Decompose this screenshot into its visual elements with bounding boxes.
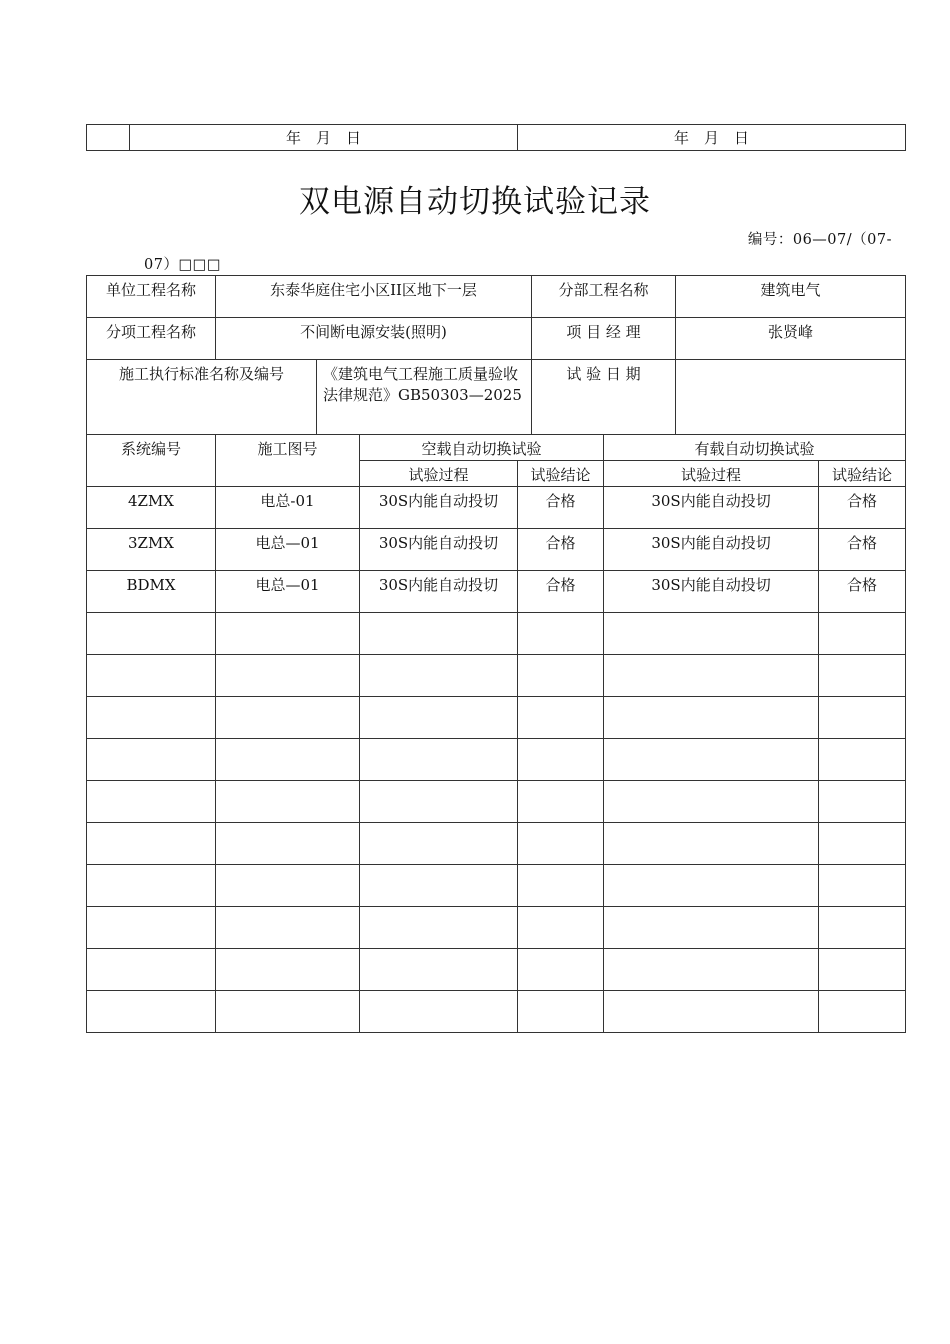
top-date-strip (86, 124, 906, 151)
cell-system-no (87, 949, 216, 991)
cell-no-load-conclusion (518, 907, 604, 949)
cell-drawing-no: 电总—01 (216, 529, 360, 571)
table-row (87, 613, 906, 655)
cell-system-no (87, 613, 216, 655)
header-no-load-conclusion: 试验结论 (518, 461, 604, 487)
cell-loaded-conclusion: 合格 (819, 571, 906, 613)
cell-drawing-no (216, 613, 360, 655)
cell-loaded-process (604, 823, 819, 865)
document-title: 双电源自动切换试验记录 (299, 184, 651, 220)
cell-no-load-process (360, 781, 518, 823)
table-row (87, 655, 906, 697)
cell-drawing-no (216, 865, 360, 907)
cell-no-load-conclusion (518, 739, 604, 781)
standard-label: 施工执行标准名称及编号 (87, 360, 317, 435)
cell-system-no: 3ZMX (87, 529, 216, 571)
cell-no-load-conclusion (518, 655, 604, 697)
cell-loaded-conclusion (819, 655, 906, 697)
cell-loaded-process (604, 949, 819, 991)
cell-system-no (87, 865, 216, 907)
table-row (87, 571, 906, 613)
header-drawing-no: 施工图号 (216, 435, 360, 487)
sub-project-label: 分部工程名称 (532, 276, 676, 318)
document-code-line2: 07）□□□ (144, 257, 222, 273)
header-loaded-process: 试验过程 (604, 461, 819, 487)
cell-loaded-conclusion (819, 949, 906, 991)
manager-value: 张贤峰 (676, 318, 906, 360)
test-date-value (676, 360, 906, 435)
cell-no-load-process (360, 865, 518, 907)
cell-no-load-process (360, 907, 518, 949)
cell-loaded-process (604, 907, 819, 949)
top-strip-blank-cell (87, 125, 130, 151)
table-row (87, 487, 906, 529)
table-row (87, 529, 906, 571)
cell-no-load-conclusion: 合格 (518, 571, 604, 613)
cell-loaded-conclusion (819, 991, 906, 1033)
cell-loaded-process: 30S内能自动投切 (604, 529, 819, 571)
cell-system-no (87, 907, 216, 949)
cell-no-load-conclusion (518, 991, 604, 1033)
top-strip-date-right: 年 月 日 (518, 125, 906, 151)
standard-value: 《建筑电气工程施工质量验收法律规范》GB50303—2025 (317, 360, 532, 435)
item-project-label: 分项工程名称 (87, 318, 216, 360)
cell-loaded-process (604, 991, 819, 1033)
table-row (87, 823, 906, 865)
cell-loaded-process (604, 613, 819, 655)
unit-project-label: 单位工程名称 (87, 276, 216, 318)
cell-no-load-process: 30S内能自动投切 (360, 487, 518, 529)
cell-loaded-conclusion (819, 865, 906, 907)
cell-no-load-conclusion (518, 865, 604, 907)
cell-loaded-conclusion (819, 697, 906, 739)
table-row (87, 739, 906, 781)
cell-system-no (87, 739, 216, 781)
cell-loaded-conclusion (819, 781, 906, 823)
cell-drawing-no (216, 739, 360, 781)
cell-system-no (87, 991, 216, 1033)
cell-loaded-conclusion (819, 739, 906, 781)
cell-no-load-process (360, 739, 518, 781)
sub-project-value: 建筑电气 (676, 276, 906, 318)
table-body (87, 487, 906, 1033)
cell-no-load-conclusion (518, 823, 604, 865)
cell-loaded-conclusion (819, 613, 906, 655)
table-row (87, 697, 906, 739)
cell-drawing-no (216, 697, 360, 739)
cell-no-load-process (360, 991, 518, 1033)
cell-no-load-process (360, 613, 518, 655)
cell-no-load-conclusion (518, 697, 604, 739)
manager-label: 项 目 经 理 (532, 318, 676, 360)
cell-no-load-process (360, 949, 518, 991)
cell-system-no: BDMX (87, 571, 216, 613)
cell-loaded-process (604, 865, 819, 907)
cell-loaded-process (604, 739, 819, 781)
document-code-line1: 编号：06—07/（07- (747, 232, 892, 248)
header-loaded-test: 有载自动切换试验 (604, 435, 906, 461)
table-row (87, 907, 906, 949)
cell-drawing-no: 电总—01 (216, 571, 360, 613)
cell-loaded-conclusion (819, 907, 906, 949)
cell-drawing-no: 电总-01 (216, 487, 360, 529)
cell-drawing-no (216, 655, 360, 697)
cell-no-load-conclusion (518, 613, 604, 655)
cell-no-load-process (360, 655, 518, 697)
cell-no-load-process: 30S内能自动投切 (360, 529, 518, 571)
cell-drawing-no (216, 949, 360, 991)
cell-system-no (87, 697, 216, 739)
header-no-load-process: 试验过程 (360, 461, 518, 487)
cell-no-load-conclusion (518, 781, 604, 823)
cell-drawing-no (216, 781, 360, 823)
test-date-label: 试 验 日 期 (532, 360, 676, 435)
cell-loaded-conclusion (819, 823, 906, 865)
cell-loaded-process (604, 655, 819, 697)
cell-loaded-process (604, 781, 819, 823)
table-row (87, 991, 906, 1033)
table-row (87, 781, 906, 823)
cell-no-load-conclusion: 合格 (518, 487, 604, 529)
cell-system-no (87, 655, 216, 697)
header-system-no: 系统编号 (87, 435, 216, 487)
cell-system-no (87, 781, 216, 823)
header-loaded-conclusion: 试验结论 (819, 461, 906, 487)
cell-no-load-conclusion: 合格 (518, 529, 604, 571)
top-strip-date-left: 年 月 日 (130, 125, 518, 151)
table-row (87, 865, 906, 907)
cell-system-no (87, 823, 216, 865)
cell-no-load-process (360, 697, 518, 739)
cell-drawing-no (216, 991, 360, 1033)
cell-loaded-conclusion: 合格 (819, 529, 906, 571)
table-row (87, 949, 906, 991)
cell-no-load-process (360, 823, 518, 865)
unit-project-value: 东泰华庭住宅小区II区地下一层 (216, 276, 532, 318)
item-project-value: 不间断电源安装(照明) (216, 318, 532, 360)
cell-drawing-no (216, 823, 360, 865)
cell-no-load-process: 30S内能自动投切 (360, 571, 518, 613)
cell-system-no: 4ZMX (87, 487, 216, 529)
cell-loaded-process (604, 697, 819, 739)
cell-loaded-conclusion: 合格 (819, 487, 906, 529)
cell-loaded-process: 30S内能自动投切 (604, 487, 819, 529)
cell-no-load-conclusion (518, 949, 604, 991)
project-info-table (86, 275, 906, 435)
header-no-load-test: 空载自动切换试验 (360, 435, 604, 461)
switch-test-table (86, 434, 906, 1033)
cell-loaded-process: 30S内能自动投切 (604, 571, 819, 613)
cell-drawing-no (216, 907, 360, 949)
